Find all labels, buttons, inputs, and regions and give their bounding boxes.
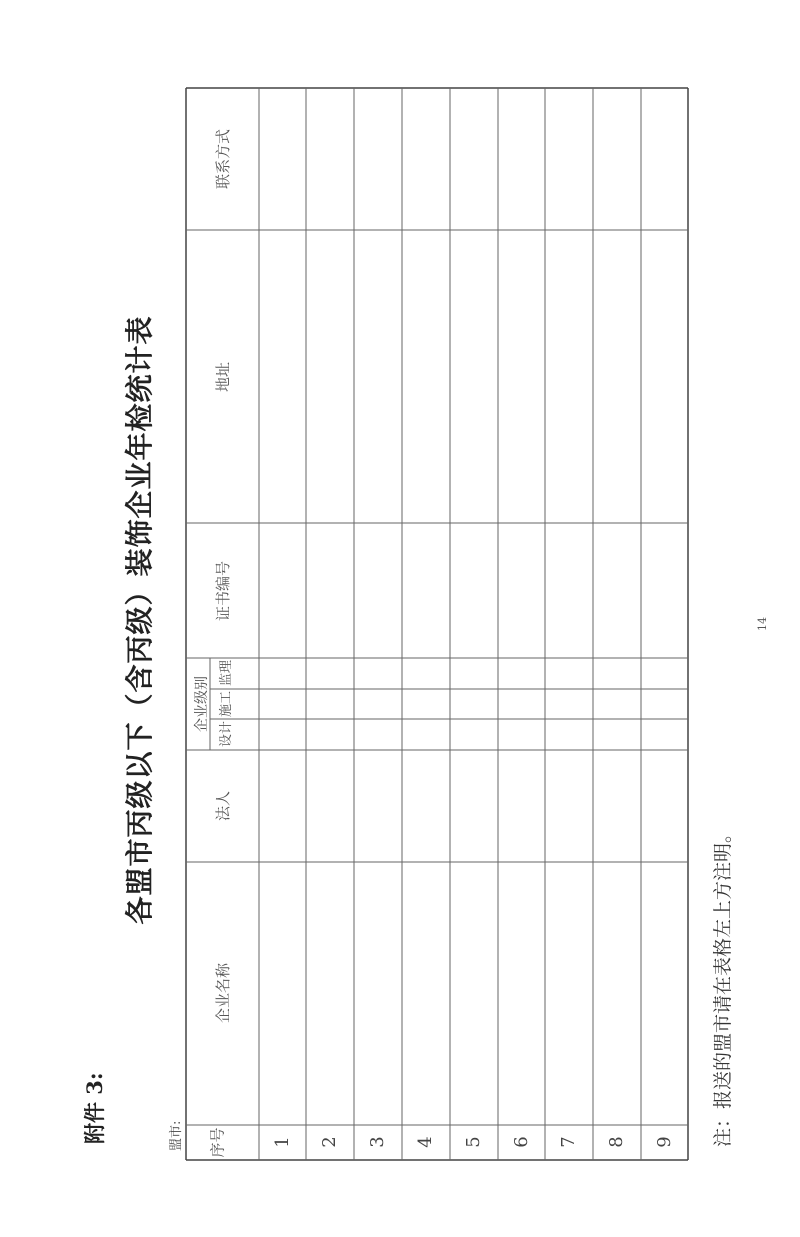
league-city-label: 盟市: [169,1120,184,1151]
header-legal-person: 法人 [214,791,232,822]
row-number: 1 [271,1136,293,1148]
header-address: 地址 [214,362,232,393]
page-title: 各盟市丙级以下（含丙级）装饰企业年检统计表 [123,315,156,925]
row-number: 3 [367,1136,388,1148]
attachment-label: 附件 3: [82,1072,107,1144]
row-number: 4 [415,1136,436,1148]
header-certificate-no: 证书编号 [214,561,232,622]
footnote: 注：报送的盟市请在表格左上方注明。 [712,823,734,1147]
header-enterprise-level: 企业级别 [194,676,210,732]
header-level-supervision: 监理 [219,660,234,687]
row-number: 5 [463,1136,484,1148]
page-number: 14 [756,617,769,631]
row-number: 9 [653,1136,675,1148]
header-level-construction: 施工 [219,691,234,718]
header-contact: 联系方式 [214,129,232,190]
row-number: 8 [606,1136,627,1148]
header-serial: 序号 [208,1127,227,1158]
row-number: 2 [319,1136,340,1148]
header-level-design: 设计 [219,721,234,748]
row-number: 7 [558,1136,579,1148]
row-number: 6 [510,1136,532,1148]
header-enterprise-name: 企业名称 [214,963,232,1024]
